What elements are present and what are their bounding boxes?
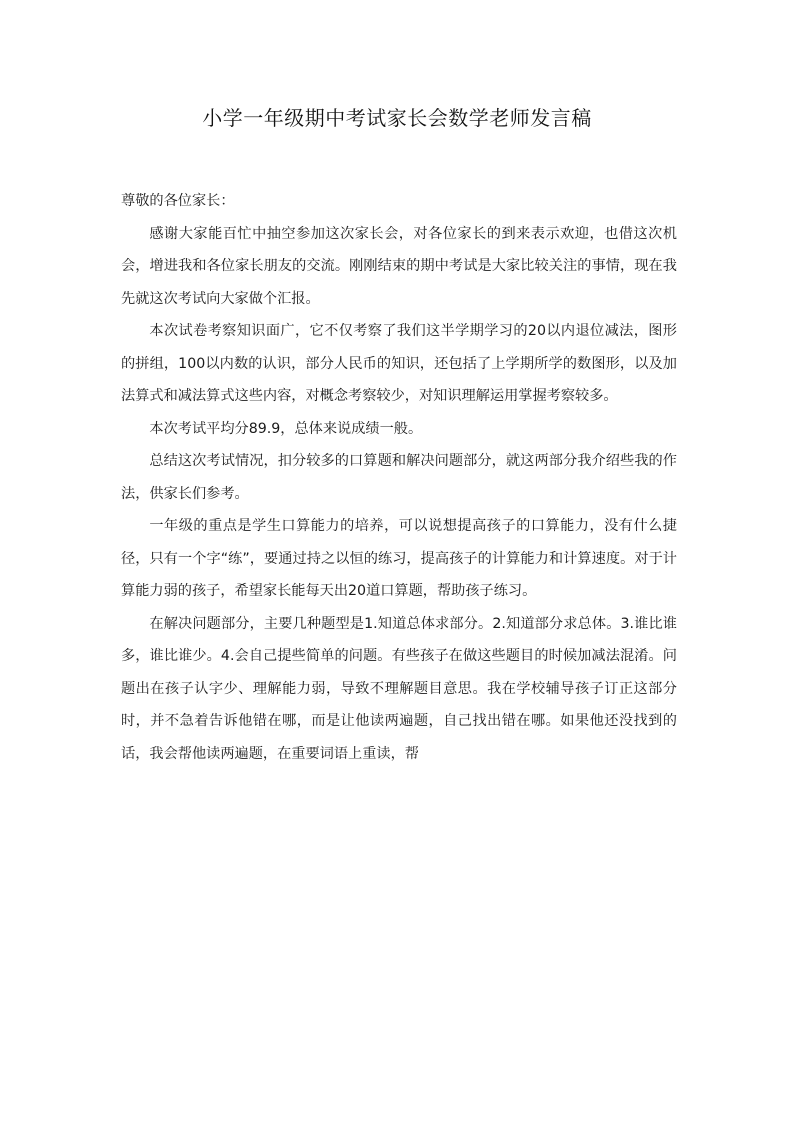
paragraph-average-score: 本次考试平均分89.9，总体来说成绩一般。 — [149, 420, 423, 437]
salutation: 尊敬的各位家长： — [121, 193, 235, 209]
paragraph-summary: 总结这次考试情况，扣分较多的口算题和解决问题部分，就这两部分我介绍些我的作法，供家长们参考。 — [121, 453, 677, 502]
paragraph-exam-scope: 本次试卷考察知识面广，它不仅考察了我们这半学期学习的20以内退位减法，图形的拼组，100以内数的认识，部分人民币的知识，还包括了上学期所学的数图形，以及加法算式和减法算式这些内容，对概念考察较少，对知识理解运用掌握考察较多。 — [121, 323, 677, 404]
paragraph-problem-solving: 在解决问题部分，主要几种题型是1.知道总体求部分。2.知道部分求总体。3.谁比谁多，谁比谁少。4.会自己提些简单的问题。有些孩子在做这些题目的时候加减法混淆。问题出在孩子认字少、理解能力弱，导致不理解题目意思。我在学校辅导孩子订正这部分时，并不急着告诉他错在哪，而是让他读两遍题，自己找出错在哪。如果他还没找到的话，我会帮他读两遍题，在重要词语上重读，帮 — [121, 615, 677, 762]
paragraph-intro: 感谢大家能百忙中抽空参加这次家长会，对各位家长的到来表示欢迎，也借这次机会，增进我和各位家长朋友的交流。刚刚结束的期中考试是大家比较关注的事情，现在我先就这次考试向大家做个汇报。 — [121, 225, 677, 307]
paragraph-mental-arithmetic: 一年级的重点是学生口算能力的培养，可以说想提高孩子的口算能力，没有什么捷径，只有一个字“练”，要通过持之以恒的练习，提高孩子的计算能力和计算速度。对于计算能力弱的孩子，希望家长能每天出20道口算题，帮助孩子练习。 — [121, 518, 677, 599]
document-title: 小学一年级期中考试家长会数学老师发言稿 — [202, 106, 592, 130]
document-body — [121, 185, 677, 770]
